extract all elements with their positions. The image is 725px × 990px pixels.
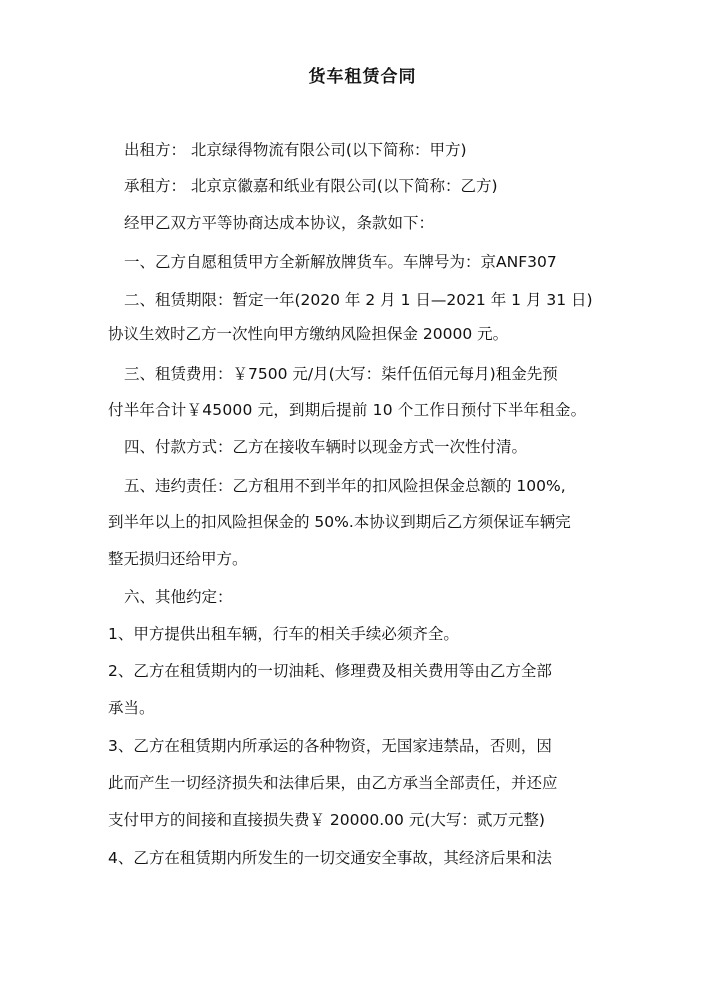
item-3-line-3: 支付甲方的间接和直接损失费￥ 20000.00 元(大写：贰万元整): [108, 811, 545, 829]
clause-3-line-2: 付半年合计￥45000 元，到期后提前 10 个工作日预付下半年租金。: [108, 401, 587, 419]
contract-title: 货车租赁合同: [308, 67, 417, 87]
agreement-intro: 经甲乙双方平等协商达成本协议，条款如下：: [124, 214, 435, 232]
item-1: 1、甲方提供出租车辆，行车的相关手续必须齐全。: [108, 625, 459, 643]
item-3-line-2: 此而产生一切经济损失和法律后果，由乙方承当全部责任，并还应: [108, 774, 558, 792]
clause-2-line-2: 协议生效时乙方一次性向甲方缴纳风险担保金 20000 元。: [108, 325, 509, 343]
clause-4: 四、付款方式：乙方在接收车辆时以现金方式一次性付清。: [124, 438, 528, 456]
clause-3-line-1: 三、租赁费用：￥7500 元/月(大写：柒仟伍佰元每月)租金先预: [124, 365, 558, 383]
clause-1: 一、乙方自愿租赁甲方全新解放牌货车。车牌号为：京ANF307: [124, 253, 557, 271]
lessee-line: 承租方： 北京京徽嘉和纸业有限公司(以下简称：乙方): [124, 177, 498, 195]
lessor-line: 出租方： 北京绿得物流有限公司(以下简称：甲方): [124, 141, 467, 159]
clause-6-heading: 六、其他约定：: [124, 588, 233, 606]
clause-5-line-3: 整无损归还给甲方。: [108, 550, 248, 568]
item-4-line-1: 4、乙方在租赁期内所发生的一切交通安全事故，其经济后果和法: [108, 849, 552, 867]
item-2-line-1: 2、乙方在租赁期内的一切油耗、修理费及相关费用等由乙方全部: [108, 662, 552, 680]
item-3-line-1: 3、乙方在租赁期内所承运的各种物资，无国家违禁品，否则，因: [108, 737, 552, 755]
clause-2-line-1: 二、租赁期限：暂定一年(2020 年 2 月 1 日—2021 年 1 月 31 日): [124, 291, 593, 309]
clause-5-line-1: 五、违约责任：乙方租用不到半年的扣风险担保金总额的 100%,: [124, 477, 566, 495]
item-2-line-2: 承当。: [108, 699, 155, 717]
clause-5-line-2: 到半年以上的扣风险担保金的 50%.本协议到期后乙方须保证车辆完: [108, 513, 571, 531]
